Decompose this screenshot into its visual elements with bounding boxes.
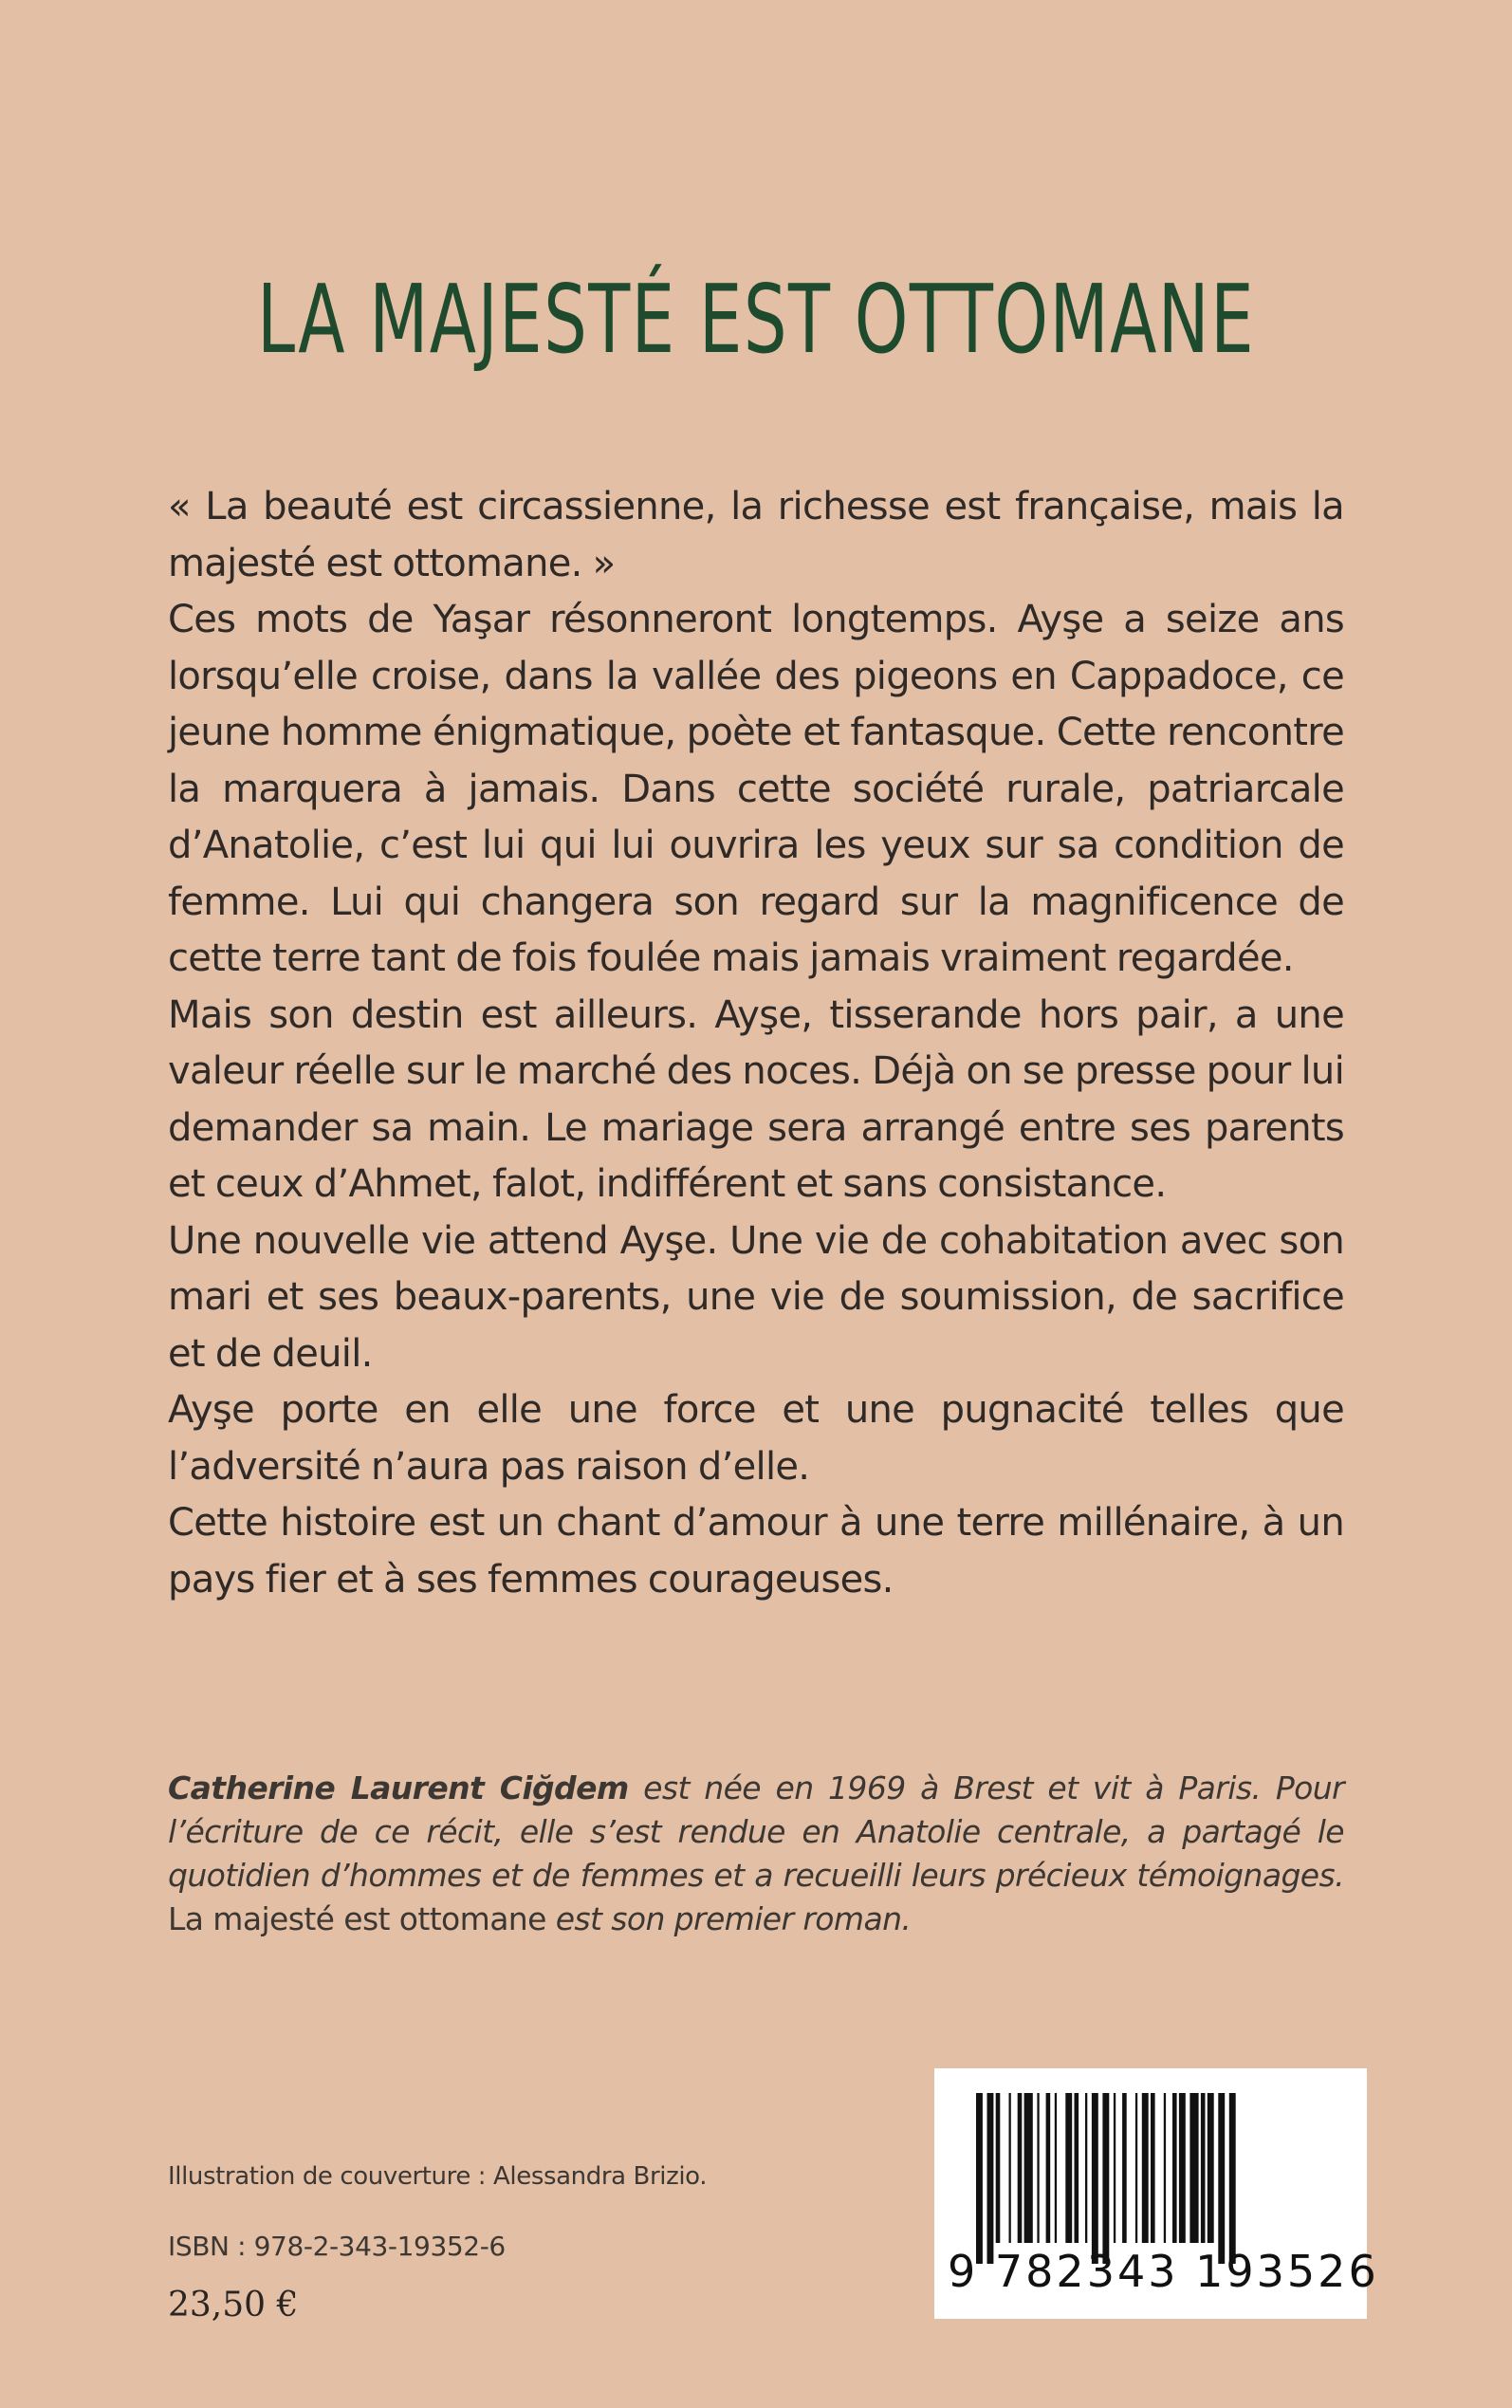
barcode-bar xyxy=(987,2093,994,2264)
barcode-bar xyxy=(1024,2093,1033,2243)
barcode-bar xyxy=(1046,2093,1051,2243)
barcode-digits: 9 782343 193526 xyxy=(948,2246,1379,2297)
barcode-bar xyxy=(1179,2093,1186,2243)
barcode-bar xyxy=(1009,2093,1011,2243)
author-name: Catherine Laurent Ciğdem xyxy=(168,1769,629,1806)
price: 23,50 € xyxy=(168,2286,299,2325)
barcode-bar xyxy=(1135,2093,1137,2243)
synopsis-paragraph: Ayşe porte en elle une force et une pugnacité telles que l’adversité n’aura pas raison d’elle. xyxy=(168,1388,1344,1489)
illustration-credit: Illustration de couverture : Alessandra Brizio. xyxy=(168,2162,708,2191)
barcode xyxy=(934,2068,1379,2319)
bio-text-end: est son premier roman. xyxy=(545,1900,912,1937)
barcode-bar xyxy=(1208,2093,1214,2243)
author-bio xyxy=(168,1767,1344,1941)
synopsis-paragraph: « La beauté est circassienne, la richesse est française, mais la majesté est ottomane. » xyxy=(168,485,1344,585)
barcode-bar xyxy=(1218,2093,1225,2264)
barcode-bar xyxy=(1065,2093,1072,2243)
barcode-bar xyxy=(1201,2093,1206,2243)
synopsis-paragraph: Cette histoire est un chant d’amour à une terre millénaire, à un pays fier et à ses femmes courageuses. xyxy=(168,1501,1344,1602)
barcode-bar xyxy=(1151,2093,1155,2243)
synopsis-paragraph: Ces mots de Yaşar résonneront longtemps. Ayşe a seize ans lorsqu’elle croise, dans la vallée des pigeons en Cappadoce, ce jeune homme énigmatique, poète et fantasque. Cette rencontre la marquera à jamais. Dans cette société rurale, patriarcale d’Anatolie, c’est lui qui lui ouvrira les yeux sur sa condition de femme. Lui qui changera son regard sur la magnificence de cette terre tant de fois foulée mais jamais vraiment regardée. xyxy=(168,598,1344,980)
barcode-bar xyxy=(1085,2093,1087,2243)
barcode-bar xyxy=(976,2093,983,2264)
barcode-bar xyxy=(1075,2093,1079,2243)
barcode-bar xyxy=(1189,2093,1198,2243)
barcode-bar xyxy=(1172,2093,1177,2243)
barcode-bar xyxy=(1229,2093,1236,2264)
bio-text: est née en 1969 à Brest et vit à Paris. Pour l’écriture de ce récit, elle s’est rendue en Anatolie centrale, a partagé le quotidien d’hommes et de femmes et a recueilli leurs précieux témoignages. xyxy=(168,1769,1344,1894)
synopsis xyxy=(168,479,1344,1608)
barcode-bar xyxy=(1142,2093,1149,2243)
barcode-bar xyxy=(1164,2093,1166,2243)
barcode-bar xyxy=(1102,2093,1109,2264)
book-title: LA MAJESTÉ EST OTTOMANE xyxy=(256,264,1256,375)
barcode-bar xyxy=(996,2093,1001,2243)
barcode-bar xyxy=(1122,2093,1127,2243)
barcode-bar xyxy=(1018,2093,1023,2243)
barcode-bar xyxy=(1055,2093,1057,2243)
barcode-bar xyxy=(1092,2093,1098,2264)
barcode-bar xyxy=(1114,2093,1116,2243)
synopsis-paragraph: Mais son destin est ailleurs. Ayşe, tisserande hors pair, a une valeur réelle sur le marché des noces. Déjà on se presse pour lui demander sa main. Le mariage sera arrangé entre ses parents et ceux d’Ahmet, falot, indifférent et sans consistance. xyxy=(168,992,1344,1206)
synopsis-paragraph: Une nouvelle vie attend Ayşe. Une vie de cohabitation avec son mari et ses beaux-parents, une vie de soumission, de sacrifice et de deuil. xyxy=(168,1218,1344,1376)
isbn: ISBN : 978-2-343-19352-6 xyxy=(168,2231,506,2262)
bio-book-title: La majesté est ottomane xyxy=(168,1900,546,1937)
barcode-bar xyxy=(1037,2093,1039,2243)
